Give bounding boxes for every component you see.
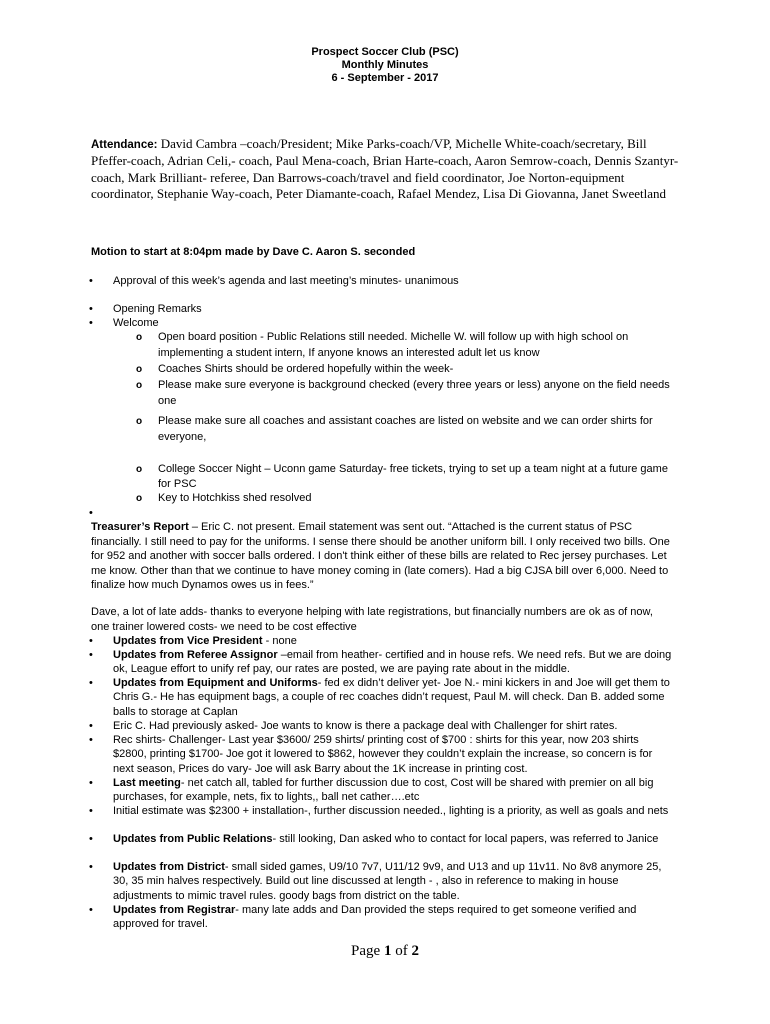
sub-bullet-icon: o [136, 493, 143, 504]
update-item: Updates from Referee Assignor –email from heather- certified and in house refs. We need refs. But we are doing ok, League effort to unify ref pay, our rates are posted, we are paying rate about in the middle. [113, 649, 672, 676]
approval-item: Approval of this week’s agenda and last meeting’s minutes- unanimous [113, 275, 459, 287]
bullet-icon: • [89, 777, 93, 789]
bullet-icon: • [89, 649, 93, 661]
sub-item: College Soccer Night – Uconn game Saturday- free tickets, trying to set up a team night at a future game for PSC [158, 463, 668, 490]
sub-bullet-icon: o [136, 464, 143, 475]
welcome-item: Welcome [113, 317, 159, 329]
sub-bullet-icon: o [136, 364, 143, 375]
club-name: Prospect Soccer Club (PSC) [311, 46, 459, 58]
sub-item: Please make sure all coaches and assistant coaches are listed on website and we can order shirts for everyone, [158, 415, 653, 443]
sub-item: Coaches Shirts should be ordered hopefully within the week- [158, 363, 454, 375]
update-item: Updates from Registrar- many late adds and Dan provided the steps required to get someone verified and approved for travel. [113, 904, 637, 931]
sub-bullet-icon: o [136, 416, 143, 427]
update-item: Updates from Vice President - none [113, 635, 297, 647]
page-number: Page 1 of 2 [351, 943, 419, 959]
bullet-icon: • [89, 635, 93, 647]
opening-remarks-item: Opening Remarks [113, 303, 202, 315]
update-item: Last meeting- net catch all, tabled for further discussion due to cost, Cost will be shared with premier on all big purchases, for example, nets, fix to lights,, ball net cather….etc [113, 777, 654, 804]
meeting-date: 6 - September - 2017 [331, 72, 439, 84]
bullet-icon: • [89, 734, 93, 746]
sub-bullet-icon: o [136, 380, 143, 391]
attendance-list: David Cambra –coach/President; Mike Parks-coach/VP, Michelle White-coach/secretary, Bill Pfeffer-coach, Adrian Celi,- coach, Paul Mena-coach, Brian Harte-coach, Aaron Semrow-coach, Dennis Szantyr- coach, Mark Brilliant- referee, Dan Barrows-coach/travel and field coordinator, Joe Norton-equipment coordinator, Stephanie Way-coach, Peter Diamante-coach, Rafael Mendez, Lisa Di Giovanna, Janet Sweetland [91, 136, 679, 201]
treasurer-report [91, 520, 673, 593]
sub-bullet-icon: o [136, 332, 143, 343]
attendance-label: Attendance: [91, 139, 158, 151]
bullet-icon: • [89, 805, 93, 817]
bullet-icon: • [89, 677, 93, 689]
bullet-icon: • [89, 303, 93, 315]
bullet-icon: • [89, 720, 93, 732]
sub-item: Please make sure everyone is background checked (every three years or less) anyone on the field needs one [158, 379, 670, 407]
sub-item: Open board position - Public Relations still needed. Michelle W. will follow up with high school on implementing a student intern, If anyone knows an interested adult let us know [158, 331, 629, 359]
document-type: Monthly Minutes [341, 59, 429, 71]
update-item: Rec shirts- Challenger- Last year $3600/ 259 shirts/ printing cost of $700 : shirts for this year, now 203 shirts $2800, printing $1700- Joe got it lowered to $862, however they couldn’t explain the increase, so concern is for next season, Prices do vary- Joe will ask Barry about the 1K increase in printing cost. [113, 734, 653, 775]
sub-item: Key to Hotchkiss shed resolved [158, 492, 312, 504]
update-item: Eric C. Had previously asked- Joe wants to know is there a package deal with Challenger for shirt rates. [113, 720, 618, 732]
bullet-icon: • [89, 317, 93, 329]
bullet-icon: • [89, 507, 93, 519]
update-item: Updates from District- small sided games, U9/10 7v7, U11/12 9v9, and U13 and up 11v11. No 8v8 anymore 25, 30, 35 min halves respectively. Build out line discussed at length - , also in reference to making in house adjustments to mimic travel rules. goody bags from district on the table. [113, 861, 662, 902]
motion-line: Motion to start at 8:04pm made by Dave C. Aaron S. seconded [91, 246, 416, 258]
dave-note: Dave, a lot of late adds- thanks to everyone helping with late registrations, but financially numbers are ok as of now, one trainer lowered costs- we need to be cost effective [91, 606, 653, 633]
attendance-paragraph [91, 136, 681, 202]
bullet-icon: • [89, 833, 93, 845]
bullet-icon: • [89, 861, 93, 873]
treasurer-text: – Eric C. not present. Email statement was sent out. “Attached is the current status of PSC financially. I still need to pay for the uniforms. I sense there should be another uniform bill. I only received two bills. One for 952 and another with soccer balls ordered. I don't think either of these bills are related to Rec jersey purchases. Let me know. Other than that we continue to have money coming in (late comers). Had a big CJSA bill over 6,000. Need to finalize how much Dynamos owes us in fees.” [91, 521, 670, 591]
bullet-icon: • [89, 275, 93, 287]
update-item: Updates from Public Relations- still looking, Dan asked who to contact for local papers, was referred to Janice [113, 833, 659, 845]
document-header [0, 46, 770, 85]
update-item: Initial estimate was $2300 + installation-, further discussion needed., lighting is a priority, as well as goals and nets [113, 805, 669, 817]
bullet-icon: • [89, 904, 93, 916]
treasurer-label: Treasurer’s Report [91, 521, 189, 533]
update-item: Updates from Equipment and Uniforms- fed ex didn’t deliver yet- Joe N.- mini kickers in and Joe will get them to Chris G.- He has equipment bags, a couple of rec coaches didn’t request, Paul M. will check. Dan B. added some balls to storage at Caplan [113, 677, 670, 718]
